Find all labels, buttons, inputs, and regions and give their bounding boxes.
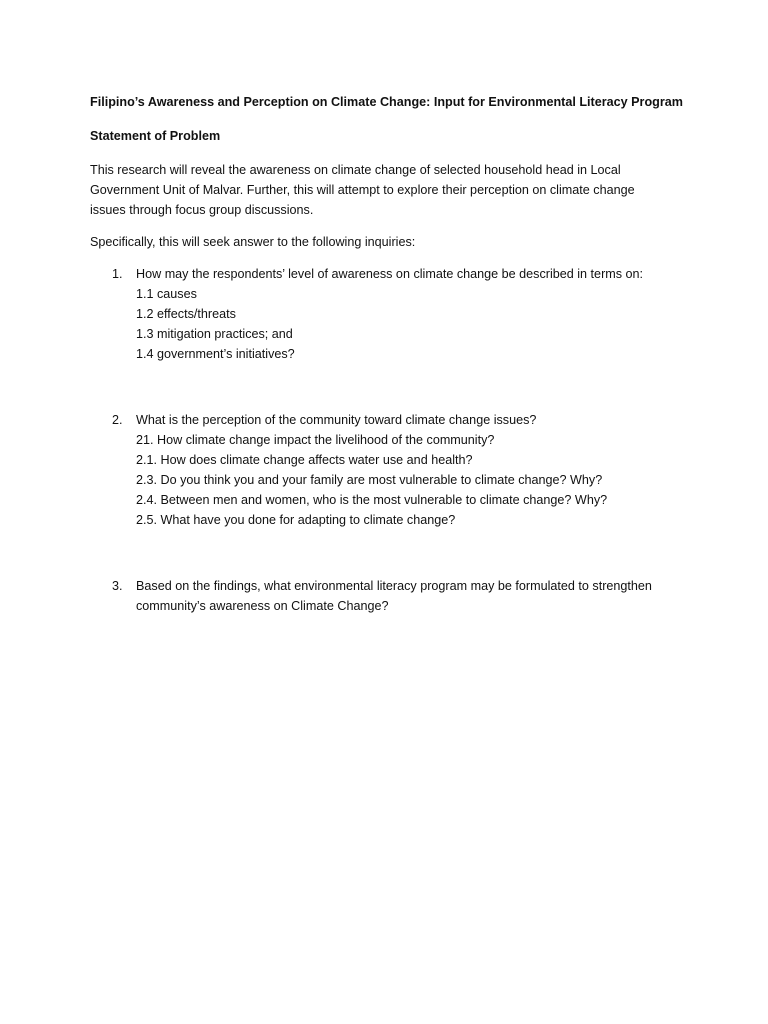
intro-line: Government Unit of Malvar. Further, this will attempt to explore their perception on climate change	[90, 183, 635, 197]
intro-line: issues through focus group discussions.	[90, 203, 314, 217]
sub-item: 1.4 government’s initiatives?	[136, 347, 295, 361]
question-number: 3.	[112, 579, 123, 593]
question-text: Based on the findings, what environmental literacy program may be formulated to strengthen	[136, 579, 652, 593]
question-body	[136, 264, 696, 364]
question-text: What is the perception of the community toward climate change issues?	[136, 413, 537, 427]
sub-item: 21. How climate change impact the livelihood of the community?	[136, 433, 495, 447]
sub-item: 2.1. How does climate change affects water use and health?	[136, 453, 473, 467]
sub-item: 1.2 effects/threats	[136, 307, 236, 321]
sub-item: 2.3. Do you think you and your family are most vulnerable to climate change? Why?	[136, 473, 603, 487]
intro-line: This research will reveal the awareness on climate change of selected household head in Local	[90, 163, 621, 177]
section-heading: Statement of Problem	[90, 129, 221, 143]
sub-item: 1.1 causes	[136, 287, 197, 301]
intro-paragraph	[90, 160, 650, 220]
question-number: 1.	[112, 267, 123, 281]
document-title: Filipino’s Awareness and Perception on Climate Change: Input for Environmental Literacy Program	[90, 95, 683, 109]
question-body	[136, 410, 696, 530]
sub-item: 2.5. What have you done for adapting to climate change?	[136, 513, 456, 527]
specific-inquiries-intro: Specifically, this will seek answer to the following inquiries:	[90, 235, 416, 249]
question-text: How may the respondents’ level of awareness on climate change be described in terms on:	[136, 267, 644, 281]
question-text: community’s awareness on Climate Change?	[136, 599, 389, 613]
question-body	[136, 576, 696, 616]
sub-item: 2.4. Between men and women, who is the most vulnerable to climate change? Why?	[136, 493, 608, 507]
sub-item: 1.3 mitigation practices; and	[136, 327, 293, 341]
question-number: 2.	[112, 413, 123, 427]
